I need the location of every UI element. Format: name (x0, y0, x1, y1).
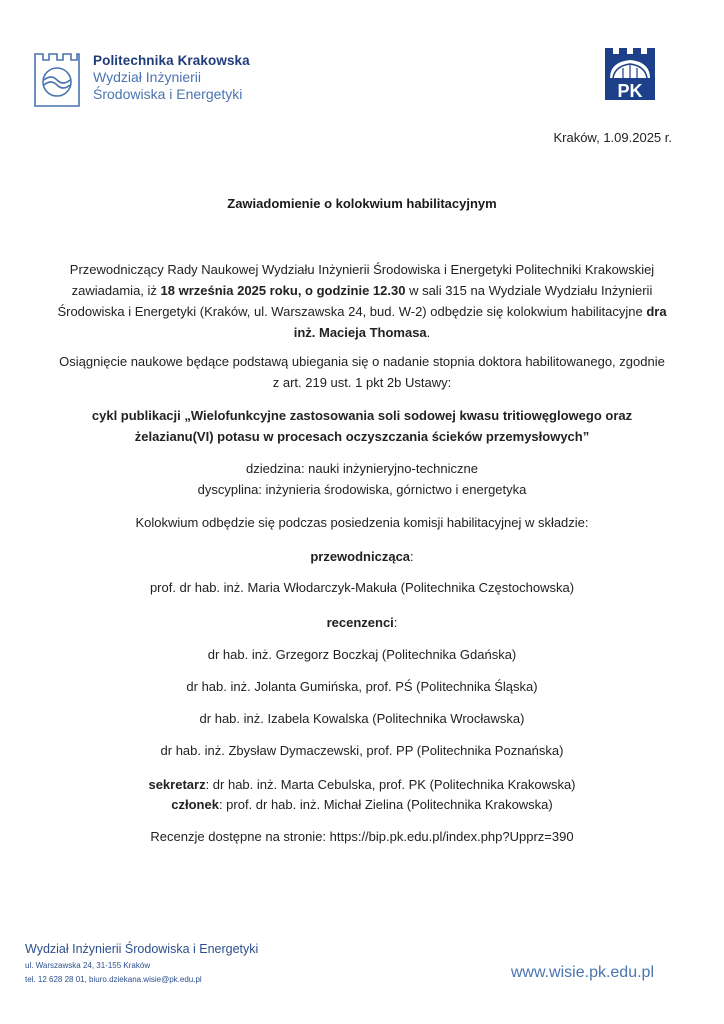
reviewer-item: dr hab. inż. Grzegorz Boczkaj (Politechnika Gdańska) (207, 647, 517, 662)
castle-wave-icon (33, 50, 81, 108)
announcement-paragraph (55, 259, 669, 343)
publication-cycle: cykl publikacji „Wielofunkcyjne zastosowania soli sodowej kwasu tritiowęglowego oraz żelazianu(VI) potasu w procesach oczyszczania ścieków przemysłowych” (91, 408, 633, 444)
colon: : (393, 615, 398, 630)
footer-website-link[interactable]: www.wisie.pk.edu.pl (510, 964, 654, 981)
pk-castle-icon (605, 48, 655, 100)
colloquium-datetime: 18 września 2025 roku, o godzinie 12.30 (160, 283, 406, 298)
colon: : (410, 549, 414, 564)
secretary-label: sekretarz (148, 777, 206, 792)
footer-contact-info: tel. 12 628 28 01, biuro.dziekana.wisie@pk.edu.pl (25, 975, 202, 984)
announcement-text-a: Przewodniczący Rady Naukowej Wydziału Inżynierii Środowiska i Energetyki Politechniki Krakowskiej zawiadamia, iż (69, 262, 655, 298)
pk-logo-text: PK (617, 81, 643, 100)
chair-label: przewodnicząca (310, 549, 411, 564)
member-name: : prof. dr hab. inż. Michał Zielina (Politechnika Krakowska) (218, 797, 553, 812)
committee-intro: Kolokwium odbędzie się podczas posiedzenia komisji habilitacyjnej w składzie: (135, 515, 589, 530)
discipline: dyscyplina: inżynieria środowiska, górnictwo i energetyka (197, 482, 527, 497)
faculty-name-line2: Środowiska i Energetyki (93, 86, 243, 102)
document-date: Kraków, 1.09.2025 r. (553, 130, 672, 145)
reviewer-item: dr hab. inż. Izabela Kowalska (Politechnika Wrocławska) (199, 711, 525, 726)
secretary-member-block (0, 775, 724, 815)
reviewer-item: dr hab. inż. Zbysław Dymaczewski, prof. PP (Politechnika Poznańska) (160, 743, 564, 758)
faculty-logo (33, 50, 263, 110)
footer-address: ul. Warszawska 24, 31-155 Kraków (25, 961, 151, 970)
secretary-line (0, 775, 724, 795)
chair-label-line (55, 546, 669, 567)
reviewer-item: dr hab. inż. Jolanta Gumińska, prof. PŚ (Politechnika Śląska) (186, 679, 538, 694)
faculty-name-line1: Wydział Inżynierii (93, 69, 202, 85)
reviewers-label: recenzenci (326, 615, 394, 630)
university-name: Politechnika Krakowska (93, 53, 250, 68)
announcement-text-b: w sali 315 na Wydziale Wydziału Inżynierii Środowiska i Energetyki (Kraków, ul. Warszawska 24, bud. W-2) odbędzie się kolokwium habilitacyjne (57, 283, 653, 319)
candidate-name: dra inż. Macieja Thomasa (293, 304, 667, 340)
document-title: Zawiadomienie o kolokwium habilitacyjnym (227, 196, 497, 211)
field-discipline (55, 458, 669, 500)
field: dziedzina: nauki inżynieryjno-techniczne (246, 461, 478, 476)
pk-logo (605, 48, 655, 100)
footer-faculty: Wydział Inżynierii Środowiska i Energetyki (25, 942, 259, 956)
member-line (0, 795, 724, 815)
reviews-link-text: Recenzje dostępne na stronie: https://bip.pk.edu.pl/index.php?Upprz=390 (150, 829, 574, 844)
announcement-end: . (426, 325, 431, 340)
reviewers-label-line (55, 612, 669, 633)
footer-contact (25, 942, 258, 987)
member-label: członek (171, 797, 219, 812)
secretary-name: : dr hab. inż. Marta Cebulska, prof. PK (Politechnika Krakowska) (205, 777, 576, 792)
chair-name: prof. dr hab. inż. Maria Włodarczyk-Makuła (Politechnika Częstochowska) (149, 580, 575, 595)
achievement-intro: Osiągnięcie naukowe będące podstawą ubiegania się o nadanie stopnia doktora habilitowanego, zgodnie z art. 219 ust. 1 pkt 2b Ustawy: (59, 354, 665, 390)
